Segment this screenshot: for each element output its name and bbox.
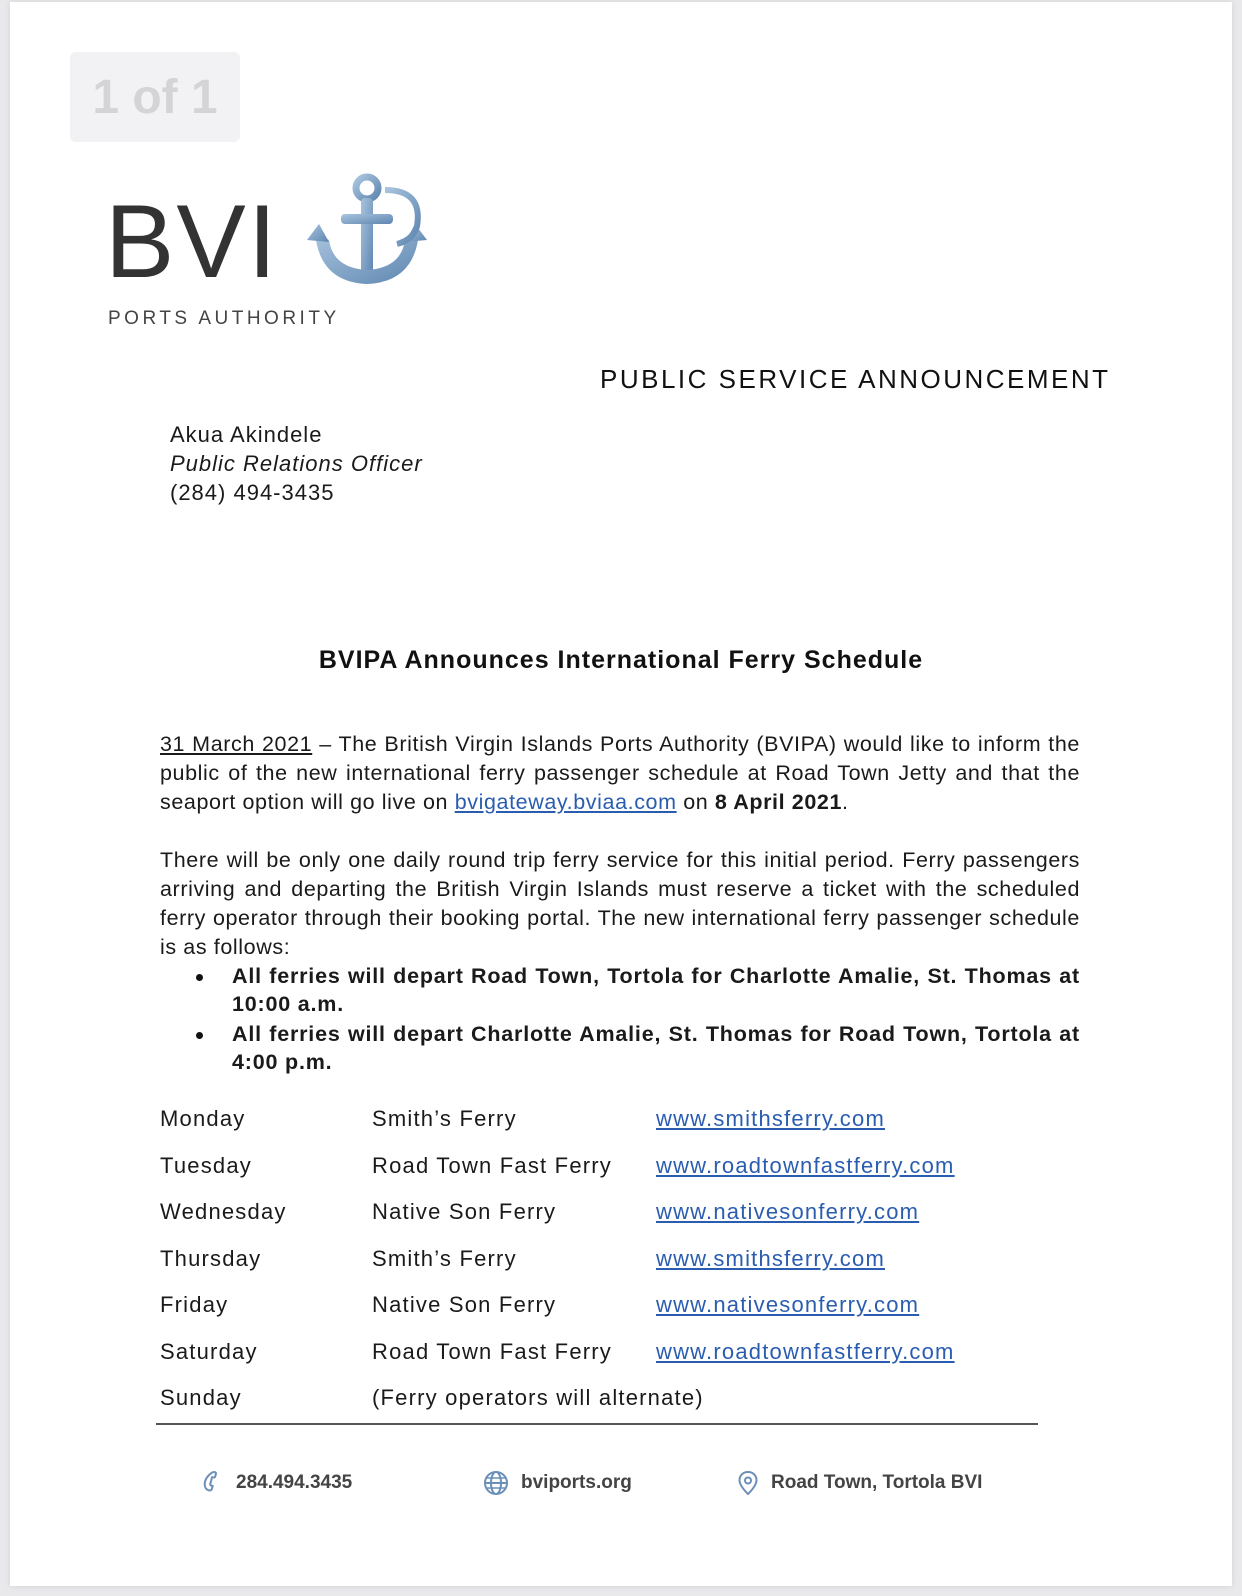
- page-counter: 1 of 1: [70, 52, 240, 142]
- go-live-date: 8 April 2021: [714, 790, 842, 814]
- contact-phone: (284) 494-3435: [170, 480, 335, 505]
- footer-divider: [156, 1423, 1038, 1425]
- schedule-day: Sunday: [160, 1385, 242, 1410]
- schedule-operator: Road Town Fast Ferry: [372, 1338, 613, 1364]
- operator-link[interactable]: www.nativesonferry.com: [656, 1199, 920, 1224]
- schedule-operator: Smith’s Ferry: [372, 1245, 517, 1271]
- announcement-type: PUBLIC SERVICE ANNOUNCEMENT: [600, 364, 1111, 394]
- footer-website: [483, 1466, 632, 1500]
- bvi-ports-authority-logo: [105, 170, 465, 340]
- ferry-schedule-table: [160, 1102, 1060, 1428]
- intro-text-c: .: [842, 790, 849, 814]
- logo-subtitle: PORTS AUTHORITY: [108, 308, 340, 329]
- announcement-date: 31 March 2021: [160, 732, 313, 756]
- operator-link[interactable]: www.roadtownfastferry.com: [656, 1338, 955, 1364]
- contact-role: Public Relations Officer: [170, 451, 423, 476]
- table-row: [160, 1195, 1060, 1242]
- operator-link[interactable]: www.smithsferry.com: [656, 1245, 885, 1271]
- headline: BVIPA Announces International Ferry Schedule: [318, 646, 924, 674]
- contact-name: Akua Akindele: [170, 422, 323, 447]
- intro-text-b: on: [676, 790, 715, 814]
- schedule-day: Saturday: [160, 1338, 258, 1364]
- intro-paragraph: [160, 730, 1080, 817]
- schedule-day: Wednesday: [160, 1199, 287, 1224]
- operator-link[interactable]: www.roadtownfastferry.com: [656, 1152, 955, 1178]
- bullet-icon: [196, 1032, 203, 1039]
- location-pin-icon: [737, 1470, 759, 1496]
- schedule-operator: Smith’s Ferry: [372, 1106, 517, 1131]
- operator-link[interactable]: www.nativesonferry.com: [656, 1292, 920, 1317]
- schedule-day: Friday: [160, 1292, 229, 1317]
- document-page: [10, 2, 1232, 1586]
- logo-wordmark: BVI: [105, 184, 279, 300]
- intro-text-a: – The British Virgin Islands Ports Authority (BVIPA) would like to inform the public of the new international ferry passenger schedule at Road Town Jetty and that the seaport option will go live on: [160, 732, 1080, 814]
- table-row: [160, 1242, 1060, 1289]
- schedule-day: Monday: [160, 1106, 246, 1131]
- list-item: [160, 962, 1080, 1018]
- footer-address-text: Road Town, Tortola BVI: [771, 1472, 983, 1493]
- table-row: [160, 1288, 1060, 1335]
- schedule-operator: Native Son Ferry: [372, 1199, 557, 1224]
- footer-website-text[interactable]: bviports.org: [521, 1472, 632, 1493]
- list-item: [160, 1020, 1080, 1076]
- departure-text: All ferries will depart Road Town, Tortola for Charlotte Amalie, St. Thomas at 10:00 a.m.: [232, 964, 1080, 1016]
- table-row: [160, 1381, 1060, 1428]
- schedule-day: Tuesday: [160, 1152, 252, 1178]
- footer-phone-text: 284.494.3435: [236, 1472, 353, 1493]
- table-row: [160, 1335, 1060, 1382]
- contact-block: [170, 420, 423, 507]
- bullet-icon: [196, 974, 203, 981]
- departure-text: All ferries will depart Charlotte Amalie, St. Thomas for Road Town, Tortola at 4:00 p.m.: [232, 1022, 1080, 1074]
- phone-icon: [200, 1471, 224, 1495]
- table-row: [160, 1102, 1060, 1149]
- table-row: [160, 1149, 1060, 1196]
- anchor-icon: [305, 170, 430, 295]
- booking-portal-link[interactable]: bvigateway.bviaa.com: [454, 790, 677, 814]
- service-paragraph: There will be only one daily round trip ferry service for this initial period. Ferry passengers arriving and departing the British Virgin Islands must reserve a ticket with the scheduled ferry operator through their booking portal. The new international ferry passenger schedule is as follows:: [160, 848, 1080, 959]
- schedule-operator: (Ferry operators will alternate): [372, 1385, 704, 1410]
- globe-icon: [483, 1470, 509, 1496]
- operator-link[interactable]: www.smithsferry.com: [656, 1106, 885, 1131]
- departure-list: [160, 962, 1080, 1078]
- footer-phone: [200, 1466, 352, 1500]
- schedule-operator: Native Son Ferry: [372, 1292, 557, 1317]
- footer-address: [737, 1466, 982, 1500]
- schedule-day: Thursday: [160, 1245, 262, 1271]
- schedule-operator: Road Town Fast Ferry: [372, 1152, 613, 1178]
